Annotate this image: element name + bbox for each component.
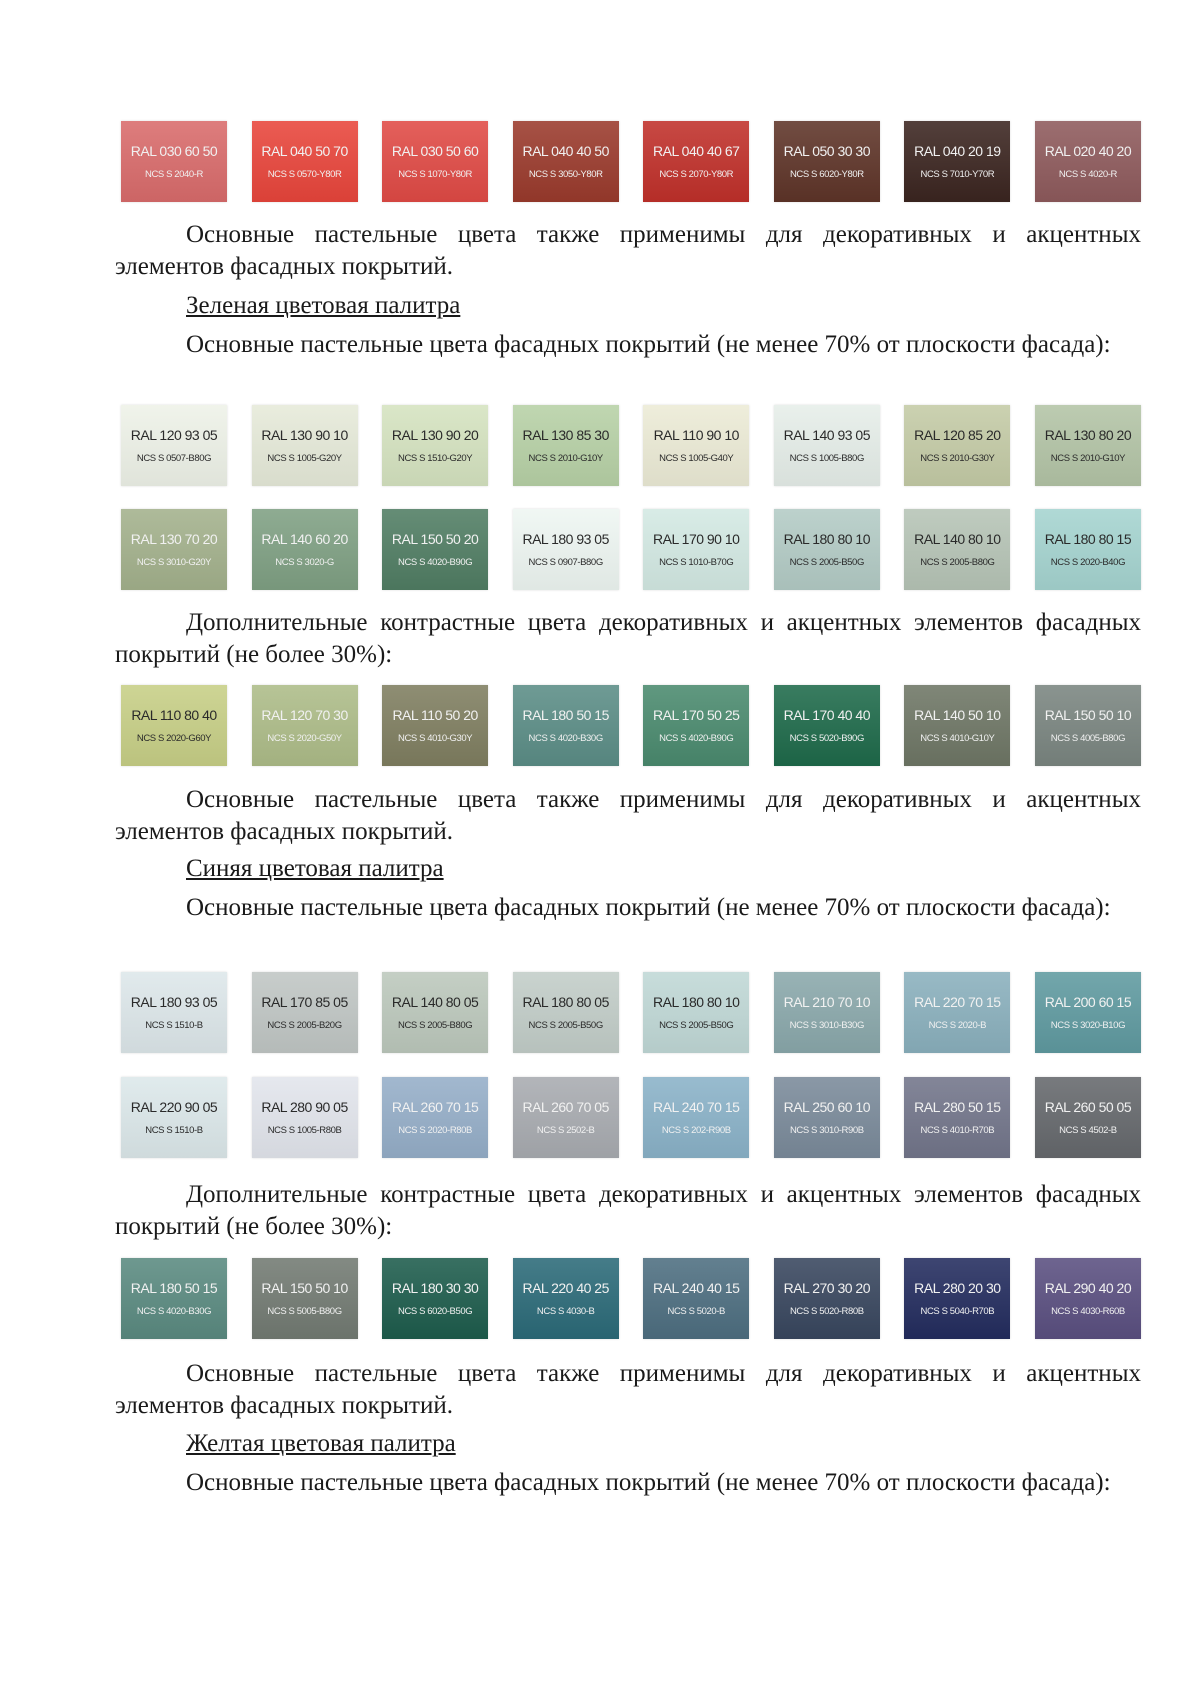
- color-swatch: [774, 121, 880, 202]
- ncs-code: NCS S 3020-B10G: [1050, 1020, 1126, 1031]
- ral-code: RAL 110 90 10: [653, 427, 739, 443]
- ral-code: RAL 180 93 05: [130, 994, 218, 1010]
- ral-code: RAL 040 50 70: [261, 143, 348, 159]
- color-swatch: [1035, 972, 1141, 1053]
- ral-code: RAL 220 40 25: [522, 1280, 609, 1296]
- color-swatch: [252, 121, 358, 202]
- color-swatch: [252, 509, 358, 590]
- color-swatch: [1035, 1258, 1141, 1339]
- ncs-code: NCS S 1010-B70G: [659, 557, 734, 568]
- ral-code: RAL 040 40 67: [653, 143, 740, 159]
- color-swatch: [774, 405, 880, 486]
- ncs-code: NCS S 202-R90B: [661, 1125, 731, 1136]
- color-swatch: [513, 121, 619, 202]
- ral-code: RAL 170 50 25: [653, 707, 740, 723]
- ncs-code: NCS S 5040-R70B: [920, 1306, 995, 1317]
- ncs-code: NCS S 4010-G30Y: [397, 733, 473, 744]
- ncs-code: NCS S 1510-B: [145, 1125, 203, 1136]
- ral-code: RAL 220 70 15: [914, 994, 1001, 1010]
- ncs-code: NCS S 6020-B50G: [397, 1306, 473, 1317]
- color-swatch: [513, 685, 619, 766]
- ral-code: RAL 270 30 20: [783, 1280, 870, 1296]
- ral-code: RAL 140 80 10: [914, 531, 1001, 547]
- ral-code: RAL 260 70 15: [391, 1099, 479, 1115]
- ncs-code: NCS S 4010-G10Y: [920, 733, 995, 744]
- ncs-code: NCS S 4010-R70B: [920, 1125, 995, 1136]
- ncs-code: NCS S 2070-Y80R: [659, 169, 734, 180]
- color-swatch: [643, 685, 749, 766]
- ncs-code: NCS S 4020-B30G: [528, 733, 603, 744]
- section-heading-blue: [115, 853, 1141, 885]
- ncs-code: NCS S 1005-G40Y: [659, 453, 734, 464]
- swatch-row-green-main-1: [121, 405, 1141, 486]
- ral-code: RAL 120 85 20: [914, 427, 1001, 443]
- ncs-code: NCS S 2005-B80G: [397, 1020, 473, 1031]
- ral-code: RAL 180 80 10: [783, 531, 870, 547]
- color-swatch: [904, 509, 1010, 590]
- color-swatch: [643, 1258, 749, 1339]
- ral-code: RAL 140 80 05: [391, 994, 479, 1010]
- ncs-code: NCS S 2010-G10Y: [1050, 453, 1126, 464]
- swatch-row-blue-main-1: [121, 972, 1141, 1053]
- color-swatch: [382, 121, 488, 202]
- ncs-code: NCS S 4020-B90G: [659, 733, 734, 744]
- ral-code: RAL 180 80 15: [1044, 531, 1132, 547]
- ral-code: RAL 140 60 20: [261, 531, 348, 547]
- ral-code: RAL 130 80 20: [1044, 427, 1132, 443]
- ral-code: RAL 120 70 30: [261, 707, 348, 723]
- ral-code: RAL 120 93 05: [130, 427, 218, 443]
- ral-code: RAL 280 50 15: [914, 1099, 1001, 1115]
- ncs-code: NCS S 3010-R90B: [789, 1125, 864, 1136]
- ncs-code: NCS S 7010-Y70R: [920, 169, 995, 180]
- ncs-code: NCS S 2010-G10Y: [528, 453, 603, 464]
- ral-code: RAL 150 50 10: [261, 1280, 348, 1296]
- ncs-code: NCS S 2005-B50G: [528, 1020, 603, 1031]
- ncs-code: NCS S 0507-B80G: [136, 453, 212, 464]
- color-swatch: [904, 405, 1010, 486]
- ral-code: RAL 050 30 30: [783, 143, 870, 159]
- color-swatch: [121, 121, 227, 202]
- ncs-code: NCS S 2040-R: [144, 169, 204, 180]
- ral-code: RAL 180 80 10: [653, 994, 740, 1010]
- ncs-code: NCS S 4020-B90G: [397, 557, 473, 568]
- color-swatch: [643, 121, 749, 202]
- paragraph-text: Основные пастельные цвета также применимы для декоративных и акцентных элементов фасадных покрытий.: [115, 786, 1141, 845]
- paragraph: [115, 1179, 1141, 1243]
- color-swatch: [643, 972, 749, 1053]
- color-swatch: [513, 509, 619, 590]
- ncs-code: NCS S 4020-B30G: [136, 1306, 212, 1317]
- color-swatch: [643, 405, 749, 486]
- ncs-code: NCS S 1005-R80B: [267, 1125, 342, 1136]
- paragraph-text: Дополнительные контрастные цвета декоративных и акцентных элементов фасадных покрытий (не более 30%):: [115, 609, 1141, 668]
- color-swatch: [774, 509, 880, 590]
- ral-code: RAL 260 70 05: [522, 1099, 609, 1115]
- swatch-row-green-accent: [121, 685, 1141, 766]
- ral-code: RAL 040 40 50: [522, 143, 609, 159]
- ncs-code: NCS S 4030-R60B: [1051, 1306, 1125, 1317]
- color-swatch: [904, 1077, 1010, 1158]
- ncs-code: NCS S 2020-G60Y: [136, 733, 212, 744]
- ncs-code: NCS S 2020-B: [928, 1020, 987, 1031]
- ral-code: RAL 110 50 20: [392, 707, 478, 723]
- ncs-code: NCS S 5020-B90G: [789, 733, 864, 744]
- ncs-code: NCS S 2005-B50G: [659, 1020, 734, 1031]
- ral-code: RAL 180 80 05: [522, 994, 609, 1010]
- ncs-code: NCS S 3010-G20Y: [136, 557, 212, 568]
- ral-code: RAL 110 80 40: [131, 707, 217, 723]
- paragraph-text: Основные пастельные цвета фасадных покрытий (не менее 70% от плоскости фасада):: [186, 331, 1111, 358]
- color-swatch: [774, 972, 880, 1053]
- color-swatch: [904, 685, 1010, 766]
- color-swatch: [121, 972, 227, 1053]
- ncs-code: NCS S 1005-G20Y: [267, 453, 342, 464]
- ral-code: RAL 130 90 10: [261, 427, 348, 443]
- ncs-code: NCS S 2020-G50Y: [267, 733, 342, 744]
- ral-code: RAL 210 70 10: [783, 994, 870, 1010]
- paragraph: [115, 784, 1141, 848]
- ncs-code: NCS S 2020-R80B: [398, 1125, 472, 1136]
- paragraph: [115, 1467, 1141, 1499]
- paragraph-text: Основные пастельные цвета также применимы для декоративных и акцентных элементов фасадных покрытий.: [115, 221, 1141, 280]
- color-swatch: [1035, 405, 1141, 486]
- color-swatch: [513, 972, 619, 1053]
- ral-code: RAL 170 40 40: [783, 707, 870, 723]
- color-swatch: [513, 1077, 619, 1158]
- ral-code: RAL 180 50 15: [522, 707, 609, 723]
- swatch-row-red-accent: [121, 121, 1141, 202]
- color-swatch: [121, 1258, 227, 1339]
- ncs-code: NCS S 2005-B80G: [920, 557, 995, 568]
- ncs-code: NCS S 2010-G30Y: [920, 453, 995, 464]
- ral-code: RAL 240 70 15: [653, 1099, 740, 1115]
- heading-text: Синяя цветовая палитра: [186, 855, 444, 882]
- ncs-code: NCS S 2502-B: [536, 1125, 595, 1136]
- ral-code: RAL 150 50 20: [391, 531, 479, 547]
- color-swatch: [382, 972, 488, 1053]
- color-swatch: [121, 685, 227, 766]
- color-swatch: [382, 1077, 488, 1158]
- ncs-code: NCS S 5005-B80G: [267, 1306, 342, 1317]
- ncs-code: NCS S 2005-B50G: [789, 557, 864, 568]
- swatch-row-blue-accent: [121, 1258, 1141, 1339]
- ral-code: RAL 140 93 05: [783, 427, 870, 443]
- ral-code: RAL 220 90 05: [130, 1099, 218, 1115]
- color-swatch: [774, 1077, 880, 1158]
- ncs-code: NCS S 0570-Y80R: [267, 169, 342, 180]
- paragraph: [115, 1358, 1141, 1422]
- ncs-code: NCS S 3020-G: [275, 557, 334, 568]
- paragraph: [115, 607, 1141, 671]
- swatch-row-blue-main-2: [121, 1077, 1141, 1158]
- ral-code: RAL 280 90 05: [261, 1099, 348, 1115]
- color-swatch: [252, 685, 358, 766]
- ral-code: RAL 170 90 10: [653, 531, 740, 547]
- ral-code: RAL 290 40 20: [1044, 1280, 1132, 1296]
- color-swatch: [121, 405, 227, 486]
- ncs-code: NCS S 4030-B: [536, 1306, 595, 1317]
- color-swatch: [1035, 685, 1141, 766]
- paragraph-text: Основные пастельные цвета фасадных покрытий (не менее 70% от плоскости фасада):: [186, 1469, 1111, 1496]
- ral-code: RAL 040 20 19: [914, 143, 1001, 159]
- ral-code: RAL 130 70 20: [130, 531, 218, 547]
- paragraph-text: Основные пастельные цвета также применимы для декоративных и акцентных элементов фасадных покрытий.: [115, 1360, 1141, 1419]
- ncs-code: NCS S 5020-B: [667, 1306, 725, 1317]
- ral-code: RAL 030 50 60: [391, 143, 479, 159]
- color-swatch: [252, 972, 358, 1053]
- color-swatch: [1035, 121, 1141, 202]
- color-swatch: [252, 1258, 358, 1339]
- heading-text: Желтая цветовая палитра: [186, 1430, 456, 1457]
- section-heading-green: [115, 290, 1141, 322]
- paragraph: [115, 219, 1141, 283]
- color-swatch: [382, 405, 488, 486]
- ncs-code: NCS S 1510-G20Y: [397, 453, 473, 464]
- heading-text: Зеленая цветовая палитра: [186, 292, 461, 319]
- color-swatch: [252, 1077, 358, 1158]
- paragraph-text: Дополнительные контрастные цвета декоративных и акцентных элементов фасадных покрытий (не более 30%):: [115, 1181, 1141, 1240]
- color-swatch: [382, 1258, 488, 1339]
- section-heading-yellow: [115, 1428, 1141, 1460]
- ral-code: RAL 250 60 10: [783, 1099, 870, 1115]
- color-swatch: [1035, 1077, 1141, 1158]
- ral-code: RAL 240 40 15: [653, 1280, 740, 1296]
- ral-code: RAL 030 60 50: [130, 143, 218, 159]
- paragraph-text: Основные пастельные цвета фасадных покрытий (не менее 70% от плоскости фасада):: [186, 894, 1111, 921]
- color-swatch: [252, 405, 358, 486]
- color-swatch: [121, 509, 227, 590]
- color-swatch: [904, 1258, 1010, 1339]
- color-swatch: [774, 1258, 880, 1339]
- paragraph: [115, 329, 1141, 361]
- color-swatch: [382, 509, 488, 590]
- ncs-code: NCS S 1005-B80G: [789, 453, 864, 464]
- ncs-code: NCS S 2005-B20G: [267, 1020, 342, 1031]
- color-swatch: [774, 685, 880, 766]
- color-swatch: [513, 1258, 619, 1339]
- ral-code: RAL 150 50 10: [1044, 707, 1132, 723]
- ral-code: RAL 200 60 15: [1044, 994, 1132, 1010]
- ncs-code: NCS S 2020-B40G: [1050, 557, 1126, 568]
- ncs-code: NCS S 1070-Y80R: [398, 169, 472, 180]
- paragraph: [115, 892, 1141, 924]
- color-swatch: [121, 1077, 227, 1158]
- ncs-code: NCS S 1510-B: [145, 1020, 203, 1031]
- ral-code: RAL 180 50 15: [130, 1280, 218, 1296]
- color-swatch: [643, 509, 749, 590]
- ncs-code: NCS S 4020-R: [1058, 169, 1117, 180]
- ral-code: RAL 130 90 20: [391, 427, 479, 443]
- color-swatch: [1035, 509, 1141, 590]
- swatch-row-green-main-2: [121, 509, 1141, 590]
- ral-code: RAL 130 85 30: [522, 427, 609, 443]
- color-swatch: [904, 972, 1010, 1053]
- ncs-code: NCS S 4502-B: [1059, 1125, 1117, 1136]
- ncs-code: NCS S 0907-B80G: [528, 557, 603, 568]
- ral-code: RAL 020 40 20: [1044, 143, 1132, 159]
- ncs-code: NCS S 3050-Y80R: [528, 169, 603, 180]
- ral-code: RAL 180 30 30: [391, 1280, 479, 1296]
- ral-code: RAL 180 93 05: [522, 531, 609, 547]
- ral-code: RAL 170 85 05: [261, 994, 348, 1010]
- ral-code: RAL 280 20 30: [914, 1280, 1001, 1296]
- color-swatch: [904, 121, 1010, 202]
- ncs-code: NCS S 3010-B30G: [789, 1020, 864, 1031]
- ral-code: RAL 260 50 05: [1044, 1099, 1132, 1115]
- color-swatch: [643, 1077, 749, 1158]
- ncs-code: NCS S 4005-B80G: [1050, 733, 1126, 744]
- ral-code: RAL 140 50 10: [914, 707, 1001, 723]
- color-swatch: [382, 685, 488, 766]
- ncs-code: NCS S 5020-R80B: [789, 1306, 864, 1317]
- color-swatch: [513, 405, 619, 486]
- ncs-code: NCS S 6020-Y80R: [789, 169, 864, 180]
